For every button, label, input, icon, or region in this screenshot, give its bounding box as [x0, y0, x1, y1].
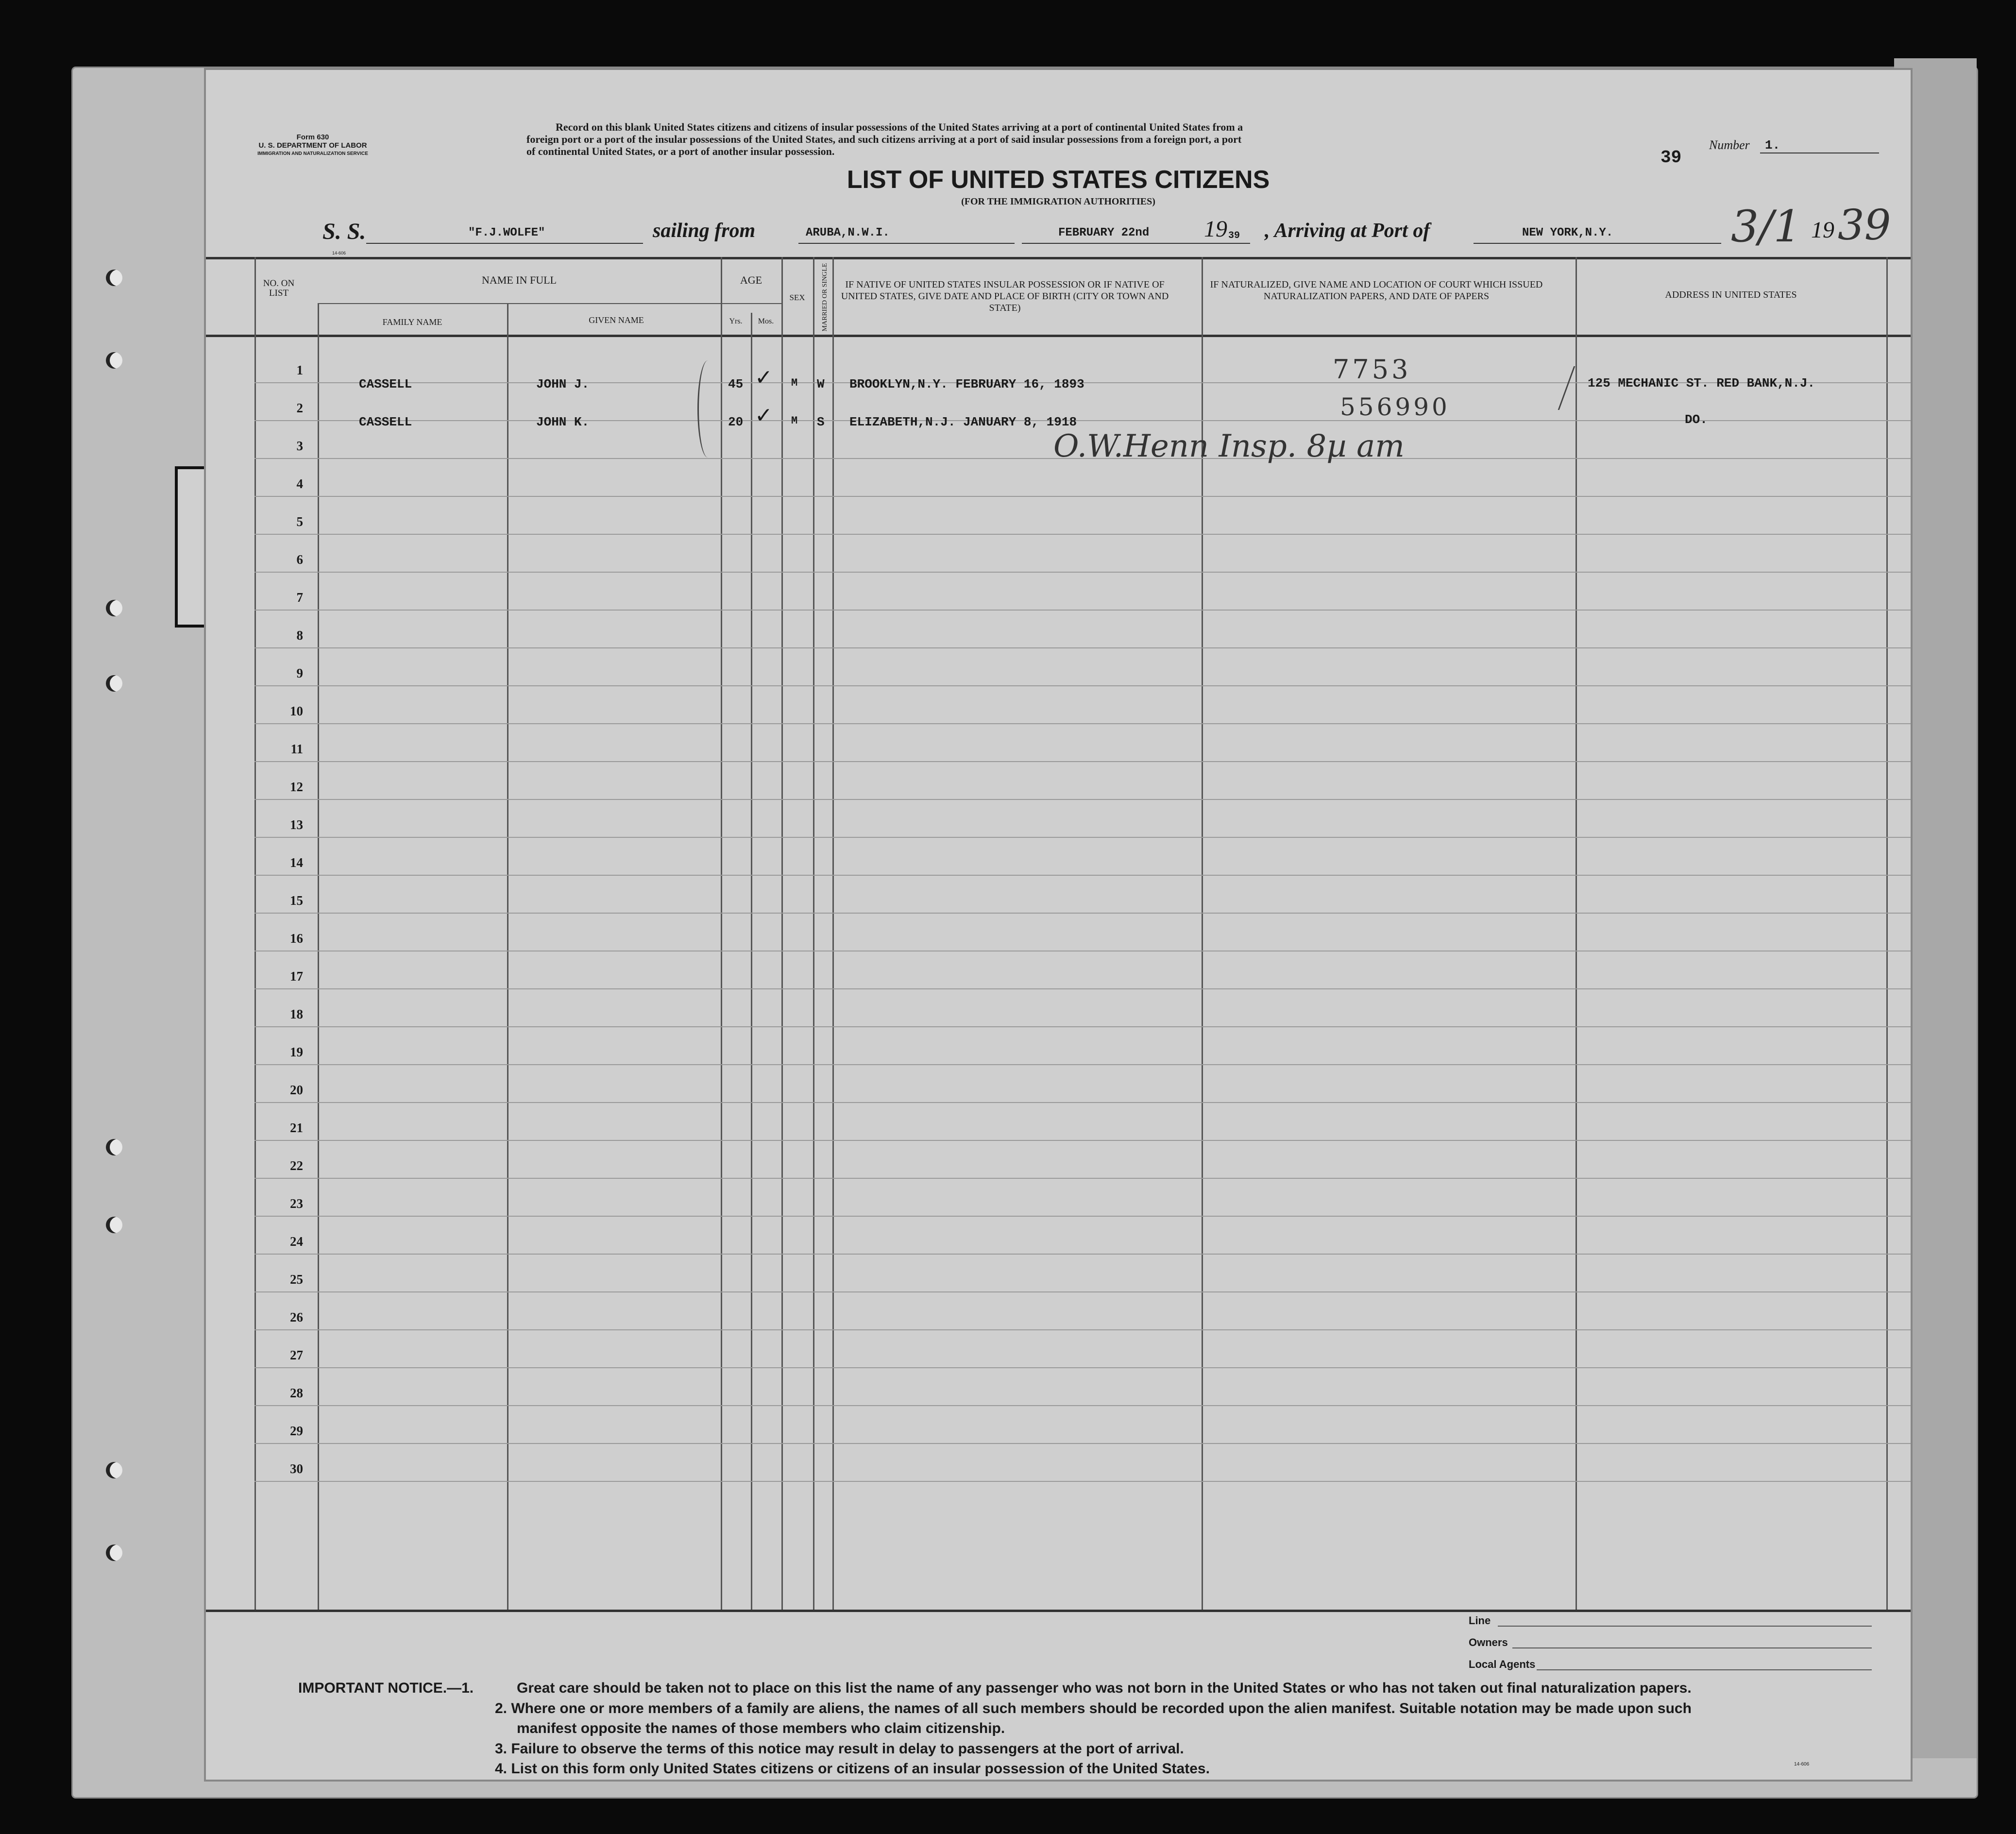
- col-line: [832, 257, 834, 1610]
- row-rule: [254, 799, 1911, 800]
- number-value: 1.: [1765, 138, 1780, 153]
- punch-hole: [106, 675, 122, 692]
- arriving-label: , Arriving at Port of: [1265, 220, 1430, 242]
- agents-field: [1537, 1669, 1872, 1670]
- row-number: 5: [296, 514, 303, 529]
- punch-hole: [106, 1462, 122, 1478]
- row-1-check: ✓: [755, 366, 773, 390]
- row-number: 25: [290, 1272, 303, 1287]
- row-number: 10: [290, 704, 303, 718]
- footer-code: 14-606: [1794, 1762, 1810, 1767]
- col-line: [318, 303, 319, 1610]
- name-header-divider: [318, 303, 721, 304]
- row-2-marital: S: [817, 415, 825, 429]
- instruction-text: [526, 121, 1668, 157]
- table-top-border: [206, 257, 1911, 259]
- notice-2: 2. Where one or more members of a family are aliens, the names of all such members should be recorded upon the alien manifest. Suitable notation may be made upon such: [495, 1700, 1692, 1716]
- ss-label: S. S.: [322, 219, 366, 244]
- row-2-check: ✓: [755, 404, 773, 427]
- col-line: [813, 257, 814, 1610]
- owners-field: [1512, 1647, 1872, 1648]
- row-1-given: JOHN J.: [536, 377, 590, 391]
- row-2-given: JOHN K.: [536, 415, 590, 429]
- row-number: 28: [290, 1386, 303, 1400]
- instruction-line-1: Record on this blank United States citizens and citizens of insular possessions of the United States arriving at a port of continental United States from a: [556, 121, 1243, 133]
- row-rule: [254, 572, 1911, 573]
- row-rule: [254, 1026, 1911, 1027]
- punch-hole: [106, 352, 122, 369]
- col-line: [1886, 257, 1888, 1610]
- row-rule: [254, 610, 1911, 611]
- col-age-header: AGE: [740, 274, 762, 286]
- notice-2-continued: manifest opposite the names of those members who claim citizenship.: [517, 1720, 1005, 1736]
- col-name-header: NAME IN FULL: [482, 274, 557, 286]
- row-number: 22: [290, 1158, 303, 1173]
- row-number: 30: [290, 1461, 303, 1476]
- col-sex-header: SEX: [789, 293, 805, 302]
- form-service: IMMIGRATION AND NATURALIZATION SERVICE: [257, 151, 368, 156]
- punch-hole: [106, 270, 122, 286]
- col-family-header: FAMILY NAME: [382, 317, 442, 327]
- row-2-birth: ELIZABETH,N.J. JANUARY 8, 1918: [849, 415, 1077, 429]
- notice-head: IMPORTANT NOTICE.—1.: [298, 1680, 474, 1696]
- row-rule: [254, 1064, 1911, 1065]
- row-number: 24: [290, 1234, 303, 1249]
- ship-underline: [366, 243, 643, 244]
- instruction-line-3: of continental United States, or a port of another insular possession.: [526, 145, 835, 157]
- page-number: 39: [1660, 148, 1682, 168]
- printer-code: 14-606: [332, 251, 346, 255]
- row-rule: [254, 1140, 1911, 1141]
- age-bracket: [697, 360, 718, 458]
- row-1-sex: M: [791, 377, 798, 389]
- col-line: [781, 257, 783, 1610]
- row-number: 19: [290, 1045, 303, 1059]
- row-rule: [254, 647, 1911, 648]
- age-header-divider: [721, 303, 781, 304]
- row-rule: [254, 420, 1911, 421]
- row-rule: [254, 496, 1911, 497]
- row-rule: [254, 988, 1911, 989]
- instruction-line-2: foreign port or a port of the insular possessions of the United States, and such citizens arriving at a port of said insular possessions from a foreign port, a port: [526, 133, 1242, 145]
- punch-hole: [106, 1139, 122, 1155]
- col-given-header: GIVEN NAME: [589, 315, 644, 325]
- row-number: 26: [290, 1310, 303, 1325]
- row-rule: [254, 913, 1911, 914]
- row-rule: [254, 875, 1911, 876]
- row-number: 18: [290, 1007, 303, 1021]
- sailing-from: ARUBA,N.W.I.: [806, 226, 890, 239]
- from-underline: [798, 243, 1015, 244]
- row-1-birth: BROOKLYN,N.Y. FEBRUARY 16, 1893: [849, 377, 1084, 391]
- arrival-date-handwritten: 3/1: [1731, 201, 1801, 252]
- row-number: 11: [290, 742, 303, 756]
- row-rule: [254, 1291, 1911, 1292]
- form-number: Form 630: [296, 133, 329, 141]
- punch-hole: [106, 1545, 122, 1561]
- row-number: 8: [296, 628, 303, 643]
- page-title: LIST OF UNITED STATES CITIZENS: [847, 166, 1270, 194]
- punch-hole: [106, 1217, 122, 1233]
- arrival-year-prefix: 19: [1811, 217, 1834, 243]
- line-field: [1498, 1626, 1872, 1627]
- row-number: 29: [290, 1424, 303, 1438]
- header-bottom-border: [206, 335, 1911, 337]
- inspector-note: O.W.Henn Insp. 8µ am: [1053, 428, 1405, 464]
- row-1-family: CASSELL: [359, 377, 412, 391]
- table-bottom-border: [206, 1610, 1911, 1612]
- row-rule: [254, 1481, 1911, 1482]
- row-rule: [254, 761, 1911, 762]
- notice-4: 4. List on this form only United States citizens or citizens of an insular possession of the United States.: [495, 1761, 1210, 1777]
- row-rule: [254, 1102, 1911, 1103]
- row-1-address: 125 MECHANIC ST. RED BANK,N.J.: [1588, 376, 1815, 391]
- row-number: 13: [290, 817, 303, 832]
- row-number: 4: [296, 476, 303, 491]
- col-line: [507, 303, 508, 1610]
- number-label: Number: [1709, 138, 1750, 152]
- col-naturalized-header: IF NATURALIZED, GIVE NAME AND LOCATION OF COURT WHICH ISSUED NATURALIZATION PAPERS, AND DATE OF PAPERS: [1210, 279, 1543, 302]
- row-number: 20: [290, 1083, 303, 1097]
- row-2-address: DO.: [1685, 412, 1708, 427]
- line-label: Line: [1469, 1614, 1491, 1627]
- row-number: 7: [296, 590, 303, 605]
- col-line: [254, 257, 256, 1610]
- row-2-family: CASSELL: [359, 415, 412, 429]
- arrival-port: NEW YORK,N.Y.: [1522, 226, 1613, 239]
- sailing-date: FEBRUARY 22nd: [1058, 226, 1150, 239]
- row-1-naturalization: 7753: [1333, 354, 1411, 385]
- form-identity: [245, 133, 381, 158]
- page-subtitle: (FOR THE IMMIGRATION AUTHORITIES): [961, 196, 1155, 207]
- row-number: 14: [290, 855, 303, 870]
- form-sheet: [204, 68, 1913, 1782]
- owners-label: Owners: [1469, 1636, 1508, 1648]
- port-underline: [1474, 243, 1721, 244]
- row-rule: [254, 1443, 1911, 1444]
- row-rule: [254, 685, 1911, 686]
- col-line: [1576, 257, 1577, 1610]
- row-number: 2: [296, 401, 303, 415]
- notice-3: 3. Failure to observe the terms of this notice may result in delay to passengers at the port of arrival.: [495, 1741, 1184, 1757]
- row-rule: [254, 1216, 1911, 1217]
- row-rule: [254, 837, 1911, 838]
- row-number: 1: [296, 363, 303, 377]
- arrival-year-handwritten: 39: [1838, 201, 1891, 250]
- col-line: [721, 257, 722, 1610]
- row-1-age: 45: [728, 377, 744, 391]
- row-2-naturalization: 556990: [1340, 393, 1450, 421]
- row-number: 15: [290, 893, 303, 908]
- sailing-label: sailing from: [653, 220, 756, 242]
- punch-hole: [106, 600, 122, 616]
- col-married-header: MARRIED OR SINGLE: [821, 263, 829, 332]
- row-rule: [254, 1329, 1911, 1330]
- col-yrs-header: Yrs.: [729, 317, 743, 325]
- row-1-marital: W: [817, 377, 825, 391]
- row-rule: [254, 1367, 1911, 1368]
- year-suffix: 39: [1228, 230, 1240, 241]
- row-number: 27: [290, 1348, 303, 1362]
- agents-label: Local Agents: [1469, 1658, 1536, 1670]
- ship-name: "F.J.WOLFE": [468, 226, 545, 239]
- col-no-header: NO. ON LIST: [263, 278, 295, 298]
- row-number: 9: [296, 666, 303, 680]
- row-number: 16: [290, 931, 303, 946]
- date-underline: [1022, 243, 1250, 244]
- row-rule: [254, 1405, 1911, 1406]
- notice-1: Great care should be taken not to place on this list the name of any passenger who was not born in the United States or who has not taken out final naturalization papers.: [517, 1680, 1692, 1696]
- col-mos-header: Mos.: [758, 317, 774, 325]
- row-number: 3: [296, 439, 303, 453]
- row-rule: [254, 1254, 1911, 1255]
- row-number: 23: [290, 1196, 303, 1211]
- row-number: 6: [296, 552, 303, 567]
- col-line: [751, 313, 752, 1610]
- row-2-age: 20: [728, 415, 744, 429]
- row-number: 12: [290, 780, 303, 794]
- year-prefix: 19: [1204, 216, 1227, 242]
- row-number: 17: [290, 969, 303, 984]
- row-2-sex: M: [791, 415, 798, 427]
- col-birth-header: IF NATIVE OF UNITED STATES INSULAR POSSESSION OR IF NATIVE OF UNITED STATES, GIVE DATE AND PLACE OF BIRTH (CITY OR TOWN AND STATE): [841, 279, 1169, 313]
- row-rule: [254, 534, 1911, 535]
- row-rule: [254, 723, 1911, 724]
- col-address-header: ADDRESS IN UNITED STATES: [1665, 289, 1797, 300]
- row-number: 21: [290, 1121, 303, 1135]
- row-rule: [254, 1178, 1911, 1179]
- form-department: U. S. DEPARTMENT OF LABOR: [258, 141, 367, 150]
